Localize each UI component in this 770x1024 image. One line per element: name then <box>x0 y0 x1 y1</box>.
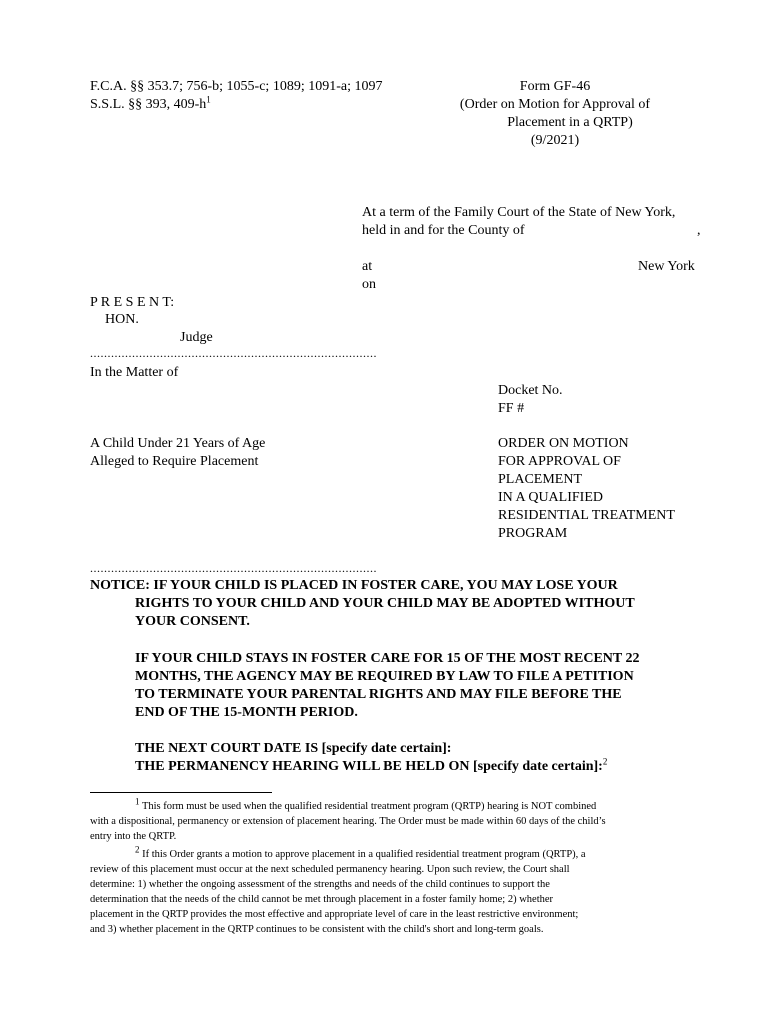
notice-line1: NOTICE: IF YOUR CHILD IS PLACED IN FOSTER CARE, YOU MAY LOSE YOUR <box>90 578 618 593</box>
separator-top: .................................................................................. <box>90 348 377 358</box>
notice-para2-line4: END OF THE 15-MONTH PERIOD. <box>135 705 358 720</box>
in-the-matter: In the Matter of <box>90 365 179 380</box>
state-name: New York <box>638 259 695 274</box>
next-court-date: THE NEXT COURT DATE IS [specify date certain]: <box>135 741 452 756</box>
order-title <box>498 435 675 543</box>
order-title-line: PLACEMENT <box>498 472 582 487</box>
child-desc-line2: Alleged to Require Placement <box>90 454 259 469</box>
county-comma: , <box>697 223 701 238</box>
footnote-rule <box>90 792 272 793</box>
footnote-ref-2: 2 <box>602 756 608 767</box>
footnote-1-mark: 1 <box>135 796 140 807</box>
child-desc-line1: A Child Under 21 Years of Age <box>90 436 266 451</box>
notice-para2-line2: MONTHS, THE AGENCY MAY BE REQUIRED BY LAW TO FILE A PETITION <box>135 669 634 684</box>
form-title-line1: (Order on Motion for Approval of <box>459 97 651 112</box>
order-title-line: ORDER ON MOTION <box>498 436 629 451</box>
docket-no: Docket No. <box>498 383 563 398</box>
statute-citation-line2: S.S.L. §§ 393, $409-h^1$ <box>90 94 211 112</box>
judge-label: Judge <box>180 330 213 345</box>
permanency-hearing-date: THE PERMANENCY HEARING WILL BE HELD ON [specify date certain]:$^2$ <box>135 756 608 774</box>
footnote-1: $^1$ This form must be used when the qualified residential treatment program (QRTP) hearing is NOT combined with a dispositional, permanency or extension of placement hearing. The Order must be made within 60 days of the child’s entry into the QRTP. <box>90 796 606 842</box>
notice-line3: YOUR CONSENT. <box>135 614 250 629</box>
separator-bottom: .................................................................................. <box>90 563 377 573</box>
order-title-line: PROGRAM <box>498 526 568 541</box>
court-term-line2: held in and for the County of <box>362 223 525 238</box>
footnote-2: $^2$ If this Order grants a motion to approve placement in a qualified residential treatment program (QRTP), a review of this placement must occur at the next scheduled permanency hearing. Upon such review, the Court shall determine: 1) whether the ongoing assessment of the strengths and needs of the child continues to support the determination that the needs of the child cannot be met through placement in a foster family home; 2) whether placement in the QRTP provides the most effective and appropriate level of care in the least restrictive environment; and 3) whether placement in the QRTP continues to be consistent with the child's short and long-term goals. <box>90 844 586 935</box>
on-label: on <box>362 277 376 292</box>
notice-para2-line3: TO TERMINATE YOUR PARENTAL RIGHTS AND MAY FILE BEFORE THE <box>135 687 622 702</box>
footnote-2-mark: 2 <box>135 844 140 855</box>
footnote-ref-1: 1 <box>206 94 211 105</box>
order-title-line: IN A QUALIFIED <box>498 490 603 505</box>
at-label: at <box>362 259 373 274</box>
notice-para2-line1: IF YOUR CHILD STAYS IN FOSTER CARE FOR 15 OF THE MOST RECENT 22 <box>135 651 640 666</box>
form-number: Form GF-46 <box>519 79 591 94</box>
form-title-line2: Placement in a QRTP) <box>507 115 633 130</box>
present-label: P R E S E N T: <box>90 295 175 310</box>
hon-label: HON. <box>105 312 139 327</box>
order-title-line: FOR APPROVAL OF <box>498 454 621 469</box>
court-term-line1: At a term of the Family Court of the State of New York, <box>362 205 676 220</box>
form-date: (9/2021) <box>530 133 580 148</box>
notice-line2: RIGHTS TO YOUR CHILD AND YOUR CHILD MAY BE ADOPTED WITHOUT <box>135 596 635 611</box>
ff-number: FF # <box>498 401 525 416</box>
statute-citation-line1: F.C.A. §§ 353.7; 756-b; 1055-c; 1089; 1091-a; 1097 <box>90 79 383 94</box>
order-title-line: RESIDENTIAL TREATMENT <box>498 508 675 523</box>
